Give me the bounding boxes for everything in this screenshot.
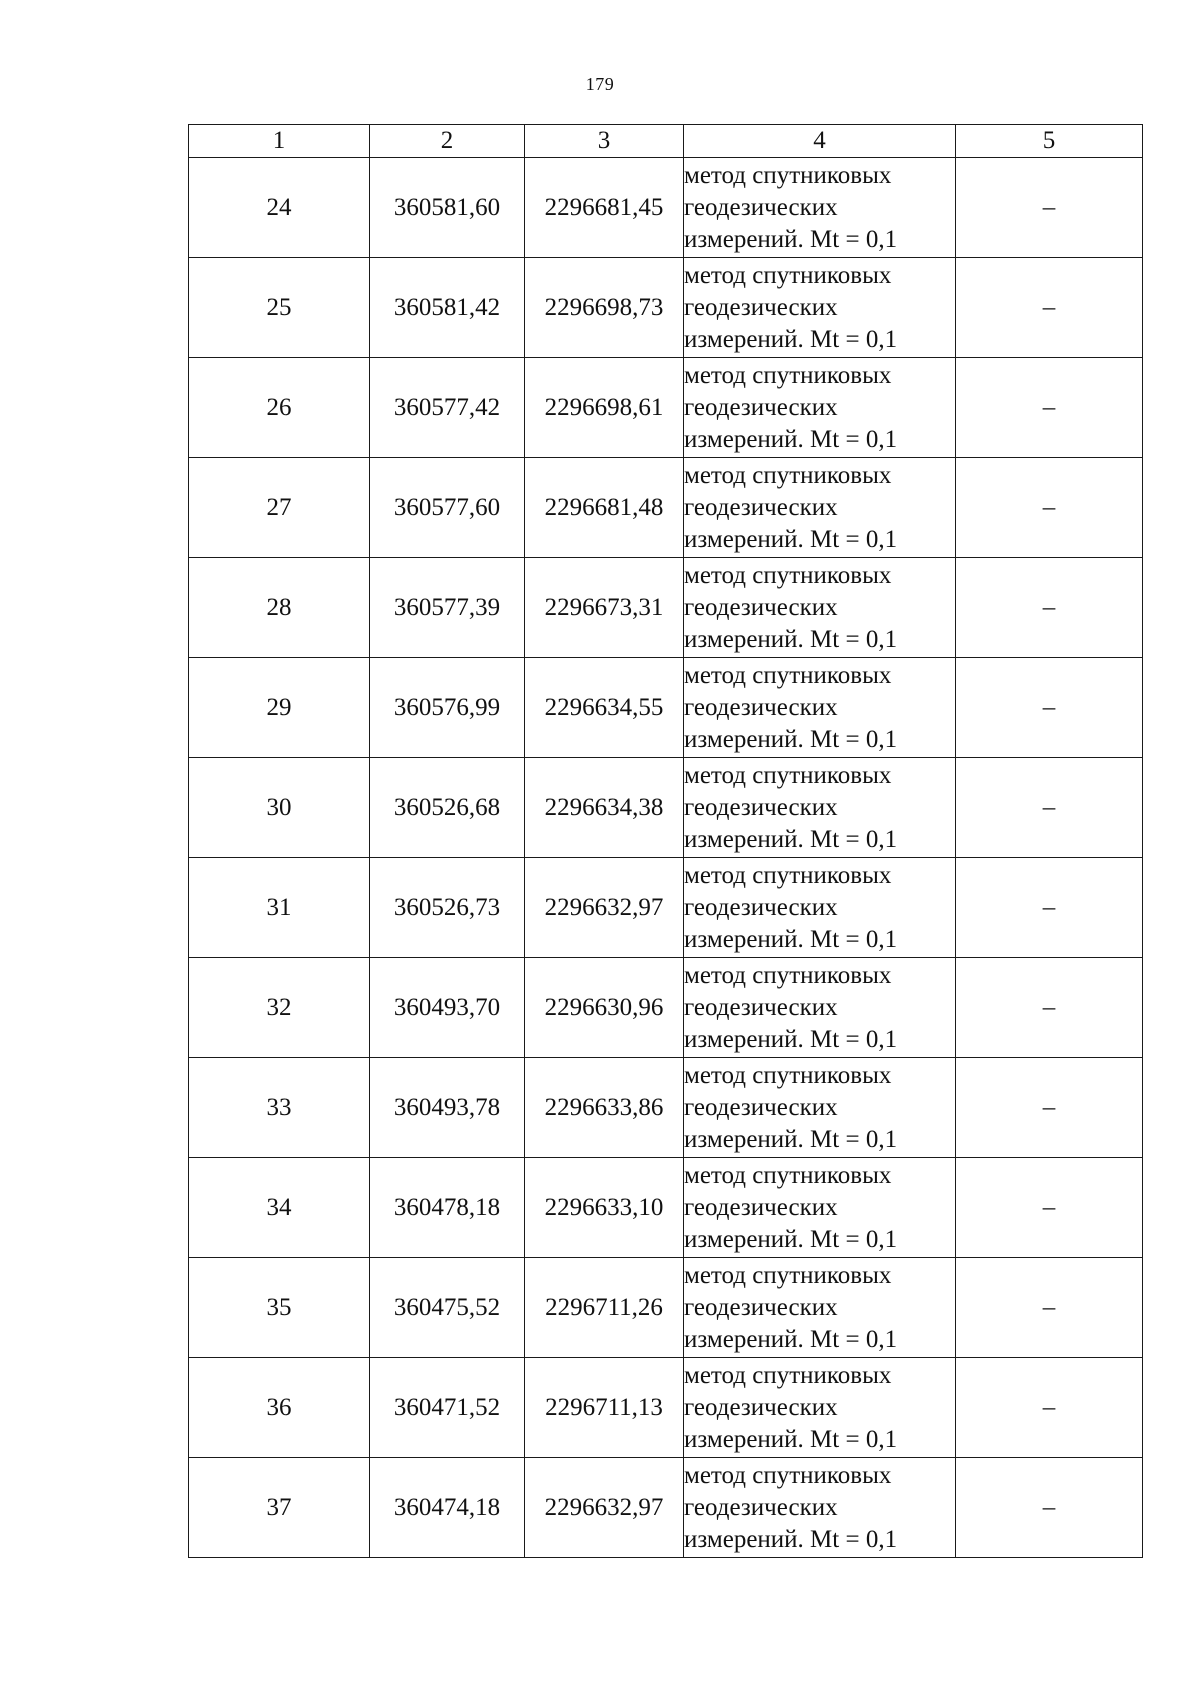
column-header: 3: [525, 125, 684, 158]
x-coordinate-cell: 360475,52: [370, 1258, 525, 1358]
table-body: [189, 158, 1143, 1558]
table-row: [189, 758, 1143, 858]
table-header-row: [189, 125, 1143, 158]
method-text-line: геодезических: [684, 793, 838, 821]
method-text-line: геодезических: [684, 293, 838, 321]
table-row: [189, 358, 1143, 458]
x-coordinate-cell: 360581,60: [370, 158, 525, 258]
method-cell: [684, 1058, 956, 1158]
method-cell: [684, 358, 956, 458]
x-coordinate-cell: 360493,70: [370, 958, 525, 1058]
table-row: [189, 658, 1143, 758]
table-row: [189, 158, 1143, 258]
method-text-line: измерений. Mt = 0,1: [684, 625, 898, 653]
method-text-line: измерений. Mt = 0,1: [684, 1425, 898, 1453]
coordinates-table: [188, 124, 1143, 1558]
table-row: [189, 1458, 1143, 1558]
table-row: [189, 258, 1143, 358]
method-text-line: метод спутниковых: [684, 661, 892, 689]
method-text-line: геодезических: [684, 1193, 838, 1221]
method-text-line: метод спутниковых: [684, 1361, 892, 1389]
method-text-line: геодезических: [684, 393, 838, 421]
point-number-cell: 25: [189, 258, 370, 358]
y-coordinate-cell: 2296673,31: [525, 558, 684, 658]
method-text-line: измерений. Mt = 0,1: [684, 1125, 898, 1153]
method-cell: [684, 1458, 956, 1558]
note-cell: –: [956, 1158, 1143, 1258]
method-text-line: измерений. Mt = 0,1: [684, 825, 898, 853]
y-coordinate-cell: 2296632,97: [525, 858, 684, 958]
point-number-cell: 24: [189, 158, 370, 258]
x-coordinate-cell: 360576,99: [370, 658, 525, 758]
y-coordinate-cell: 2296711,13: [525, 1358, 684, 1458]
method-text-line: измерений. Mt = 0,1: [684, 1225, 898, 1253]
method-text-line: геодезических: [684, 993, 838, 1021]
method-text-line: геодезических: [684, 893, 838, 921]
method-text-line: измерений. Mt = 0,1: [684, 1325, 898, 1353]
note-cell: –: [956, 358, 1143, 458]
method-cell: [684, 1258, 956, 1358]
method-cell: [684, 1358, 956, 1458]
x-coordinate-cell: 360526,73: [370, 858, 525, 958]
y-coordinate-cell: 2296681,48: [525, 458, 684, 558]
method-text-line: измерений. Mt = 0,1: [684, 925, 898, 953]
method-cell: [684, 158, 956, 258]
point-number-cell: 35: [189, 1258, 370, 1358]
column-header: 5: [956, 125, 1143, 158]
point-number-cell: 28: [189, 558, 370, 658]
method-text-line: измерений. Mt = 0,1: [684, 425, 898, 453]
method-cell: [684, 658, 956, 758]
method-text-line: измерений. Mt = 0,1: [684, 725, 898, 753]
point-number-cell: 32: [189, 958, 370, 1058]
method-text-line: измерений. Mt = 0,1: [684, 325, 898, 353]
method-text-line: метод спутниковых: [684, 761, 892, 789]
y-coordinate-cell: 2296633,10: [525, 1158, 684, 1258]
table-row: [189, 858, 1143, 958]
method-cell: [684, 958, 956, 1058]
method-text-line: геодезических: [684, 693, 838, 721]
method-cell: [684, 758, 956, 858]
point-number-cell: 30: [189, 758, 370, 858]
x-coordinate-cell: 360577,42: [370, 358, 525, 458]
point-number-cell: 27: [189, 458, 370, 558]
method-cell: [684, 258, 956, 358]
note-cell: –: [956, 158, 1143, 258]
method-text-line: измерений. Mt = 0,1: [684, 525, 898, 553]
method-text-line: измерений. Mt = 0,1: [684, 1025, 898, 1053]
table-row: [189, 1258, 1143, 1358]
column-header: 4: [684, 125, 956, 158]
y-coordinate-cell: 2296634,38: [525, 758, 684, 858]
note-cell: –: [956, 558, 1143, 658]
x-coordinate-cell: 360526,68: [370, 758, 525, 858]
table-row: [189, 1358, 1143, 1458]
y-coordinate-cell: 2296632,97: [525, 1458, 684, 1558]
method-text-line: метод спутниковых: [684, 961, 892, 989]
table-row: [189, 1158, 1143, 1258]
method-text-line: метод спутниковых: [684, 1061, 892, 1089]
note-cell: –: [956, 1358, 1143, 1458]
method-cell: [684, 558, 956, 658]
method-text-line: геодезических: [684, 493, 838, 521]
method-text-line: измерений. Mt = 0,1: [684, 1525, 898, 1553]
note-cell: –: [956, 1458, 1143, 1558]
point-number-cell: 36: [189, 1358, 370, 1458]
method-text-line: геодезических: [684, 1393, 838, 1421]
x-coordinate-cell: 360478,18: [370, 1158, 525, 1258]
note-cell: –: [956, 758, 1143, 858]
method-cell: [684, 858, 956, 958]
method-text-line: метод спутниковых: [684, 361, 892, 389]
point-number-cell: 26: [189, 358, 370, 458]
method-text-line: геодезических: [684, 1093, 838, 1121]
method-cell: [684, 458, 956, 558]
method-text-line: геодезических: [684, 593, 838, 621]
method-text-line: метод спутниковых: [684, 861, 892, 889]
method-text-line: метод спутниковых: [684, 561, 892, 589]
table-row: [189, 1058, 1143, 1158]
note-cell: –: [956, 858, 1143, 958]
method-text-line: метод спутниковых: [684, 261, 892, 289]
x-coordinate-cell: 360577,60: [370, 458, 525, 558]
table-row: [189, 958, 1143, 1058]
x-coordinate-cell: 360493,78: [370, 1058, 525, 1158]
method-text-line: метод спутниковых: [684, 461, 892, 489]
y-coordinate-cell: 2296633,86: [525, 1058, 684, 1158]
note-cell: –: [956, 658, 1143, 758]
note-cell: –: [956, 458, 1143, 558]
x-coordinate-cell: 360474,18: [370, 1458, 525, 1558]
y-coordinate-cell: 2296634,55: [525, 658, 684, 758]
method-text-line: метод спутниковых: [684, 1461, 892, 1489]
y-coordinate-cell: 2296698,61: [525, 358, 684, 458]
x-coordinate-cell: 360581,42: [370, 258, 525, 358]
method-text-line: метод спутниковых: [684, 161, 892, 189]
method-text-line: геодезических: [684, 1293, 838, 1321]
note-cell: –: [956, 1258, 1143, 1358]
method-text-line: геодезических: [684, 193, 838, 221]
column-header: 2: [370, 125, 525, 158]
note-cell: –: [956, 1058, 1143, 1158]
method-text-line: геодезических: [684, 1493, 838, 1521]
note-cell: –: [956, 258, 1143, 358]
y-coordinate-cell: 2296698,73: [525, 258, 684, 358]
table-row: [189, 558, 1143, 658]
column-header: 1: [189, 125, 370, 158]
point-number-cell: 34: [189, 1158, 370, 1258]
point-number-cell: 29: [189, 658, 370, 758]
y-coordinate-cell: 2296711,26: [525, 1258, 684, 1358]
point-number-cell: 33: [189, 1058, 370, 1158]
method-cell: [684, 1158, 956, 1258]
y-coordinate-cell: 2296681,45: [525, 158, 684, 258]
note-cell: –: [956, 958, 1143, 1058]
x-coordinate-cell: 360577,39: [370, 558, 525, 658]
point-number-cell: 37: [189, 1458, 370, 1558]
method-text-line: измерений. Mt = 0,1: [684, 225, 898, 253]
table-row: [189, 458, 1143, 558]
x-coordinate-cell: 360471,52: [370, 1358, 525, 1458]
point-number-cell: 31: [189, 858, 370, 958]
coordinates-table-container: [188, 124, 1142, 1558]
method-text-line: метод спутниковых: [684, 1161, 892, 1189]
y-coordinate-cell: 2296630,96: [525, 958, 684, 1058]
method-text-line: метод спутниковых: [684, 1261, 892, 1289]
page-number: 179: [585, 74, 615, 94]
